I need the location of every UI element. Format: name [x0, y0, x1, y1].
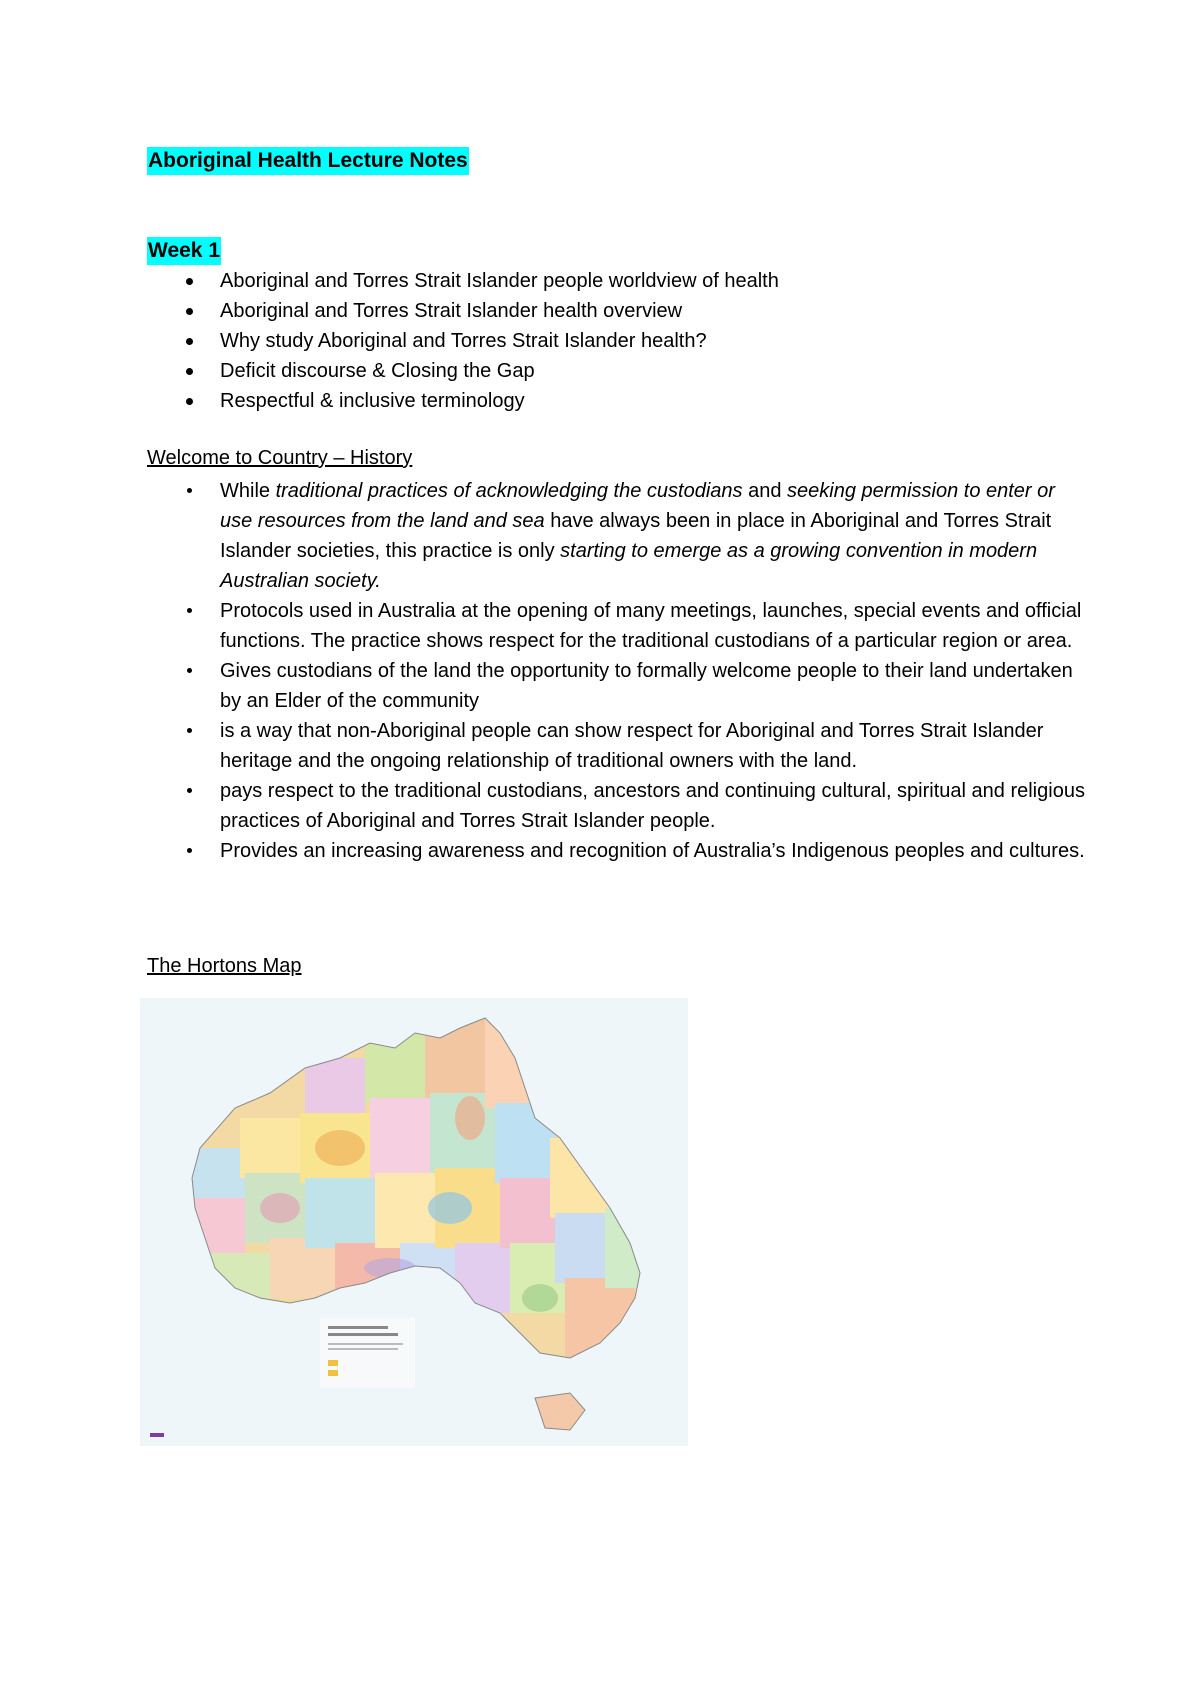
bullet-icon [187, 848, 192, 853]
list-item: pays respect to the traditional custodians, ancestors and continuing cultural, spiritual and religious practices of Aboriginal and Torres Strait Islander people. [147, 776, 1087, 836]
bullet-icon [186, 308, 193, 315]
bullet-icon [187, 668, 192, 673]
list-item: Aboriginal and Torres Strait Islander people worldview of health [147, 266, 779, 296]
document-title: Aboriginal Health Lecture Notes [147, 147, 469, 175]
welcome-points-list [147, 476, 1087, 866]
week-topics-list [147, 266, 779, 416]
map-heading: The Hortons Map [147, 955, 302, 977]
list-item: Why study Aboriginal and Torres Strait Islander health? [147, 326, 779, 356]
list-item: Aboriginal and Torres Strait Islander health overview [147, 296, 779, 326]
bullet-icon [187, 728, 192, 733]
week-heading: Week 1 [147, 237, 221, 265]
bullet-icon [186, 398, 193, 405]
australia-map-illustration [140, 998, 688, 1446]
aboriginal-australia-map-image [140, 998, 688, 1446]
list-item: While traditional practices of acknowledging the custodians and seeking permission to enter or use resources from the land and sea have always been in place in Aboriginal and Torres Strait Islander societies, this practice is only starting to emerge as a growing convention in modern Australian society. [147, 476, 1087, 596]
list-item: Gives custodians of the land the opportunity to formally welcome people to their land undertaken by an Elder of the community [147, 656, 1087, 716]
welcome-heading: Welcome to Country – History [147, 447, 413, 469]
list-item: Respectful & inclusive terminology [147, 386, 779, 416]
bullet-icon [186, 338, 193, 345]
bullet-icon [187, 788, 192, 793]
list-item: Provides an increasing awareness and recognition of Australia’s Indigenous peoples and cultures. [147, 836, 1087, 866]
bullet-icon [187, 488, 192, 493]
bullet-icon [186, 278, 193, 285]
bullet-icon [187, 608, 192, 613]
list-item: Deficit discourse & Closing the Gap [147, 356, 779, 386]
list-item: Protocols used in Australia at the opening of many meetings, launches, special events and official functions. The practice shows respect for the traditional custodians of a particular region or area. [147, 596, 1087, 656]
bullet-icon [186, 368, 193, 375]
list-item: is a way that non-Aboriginal people can show respect for Aboriginal and Torres Strait Islander heritage and the ongoing relationship of traditional owners with the land. [147, 716, 1087, 776]
